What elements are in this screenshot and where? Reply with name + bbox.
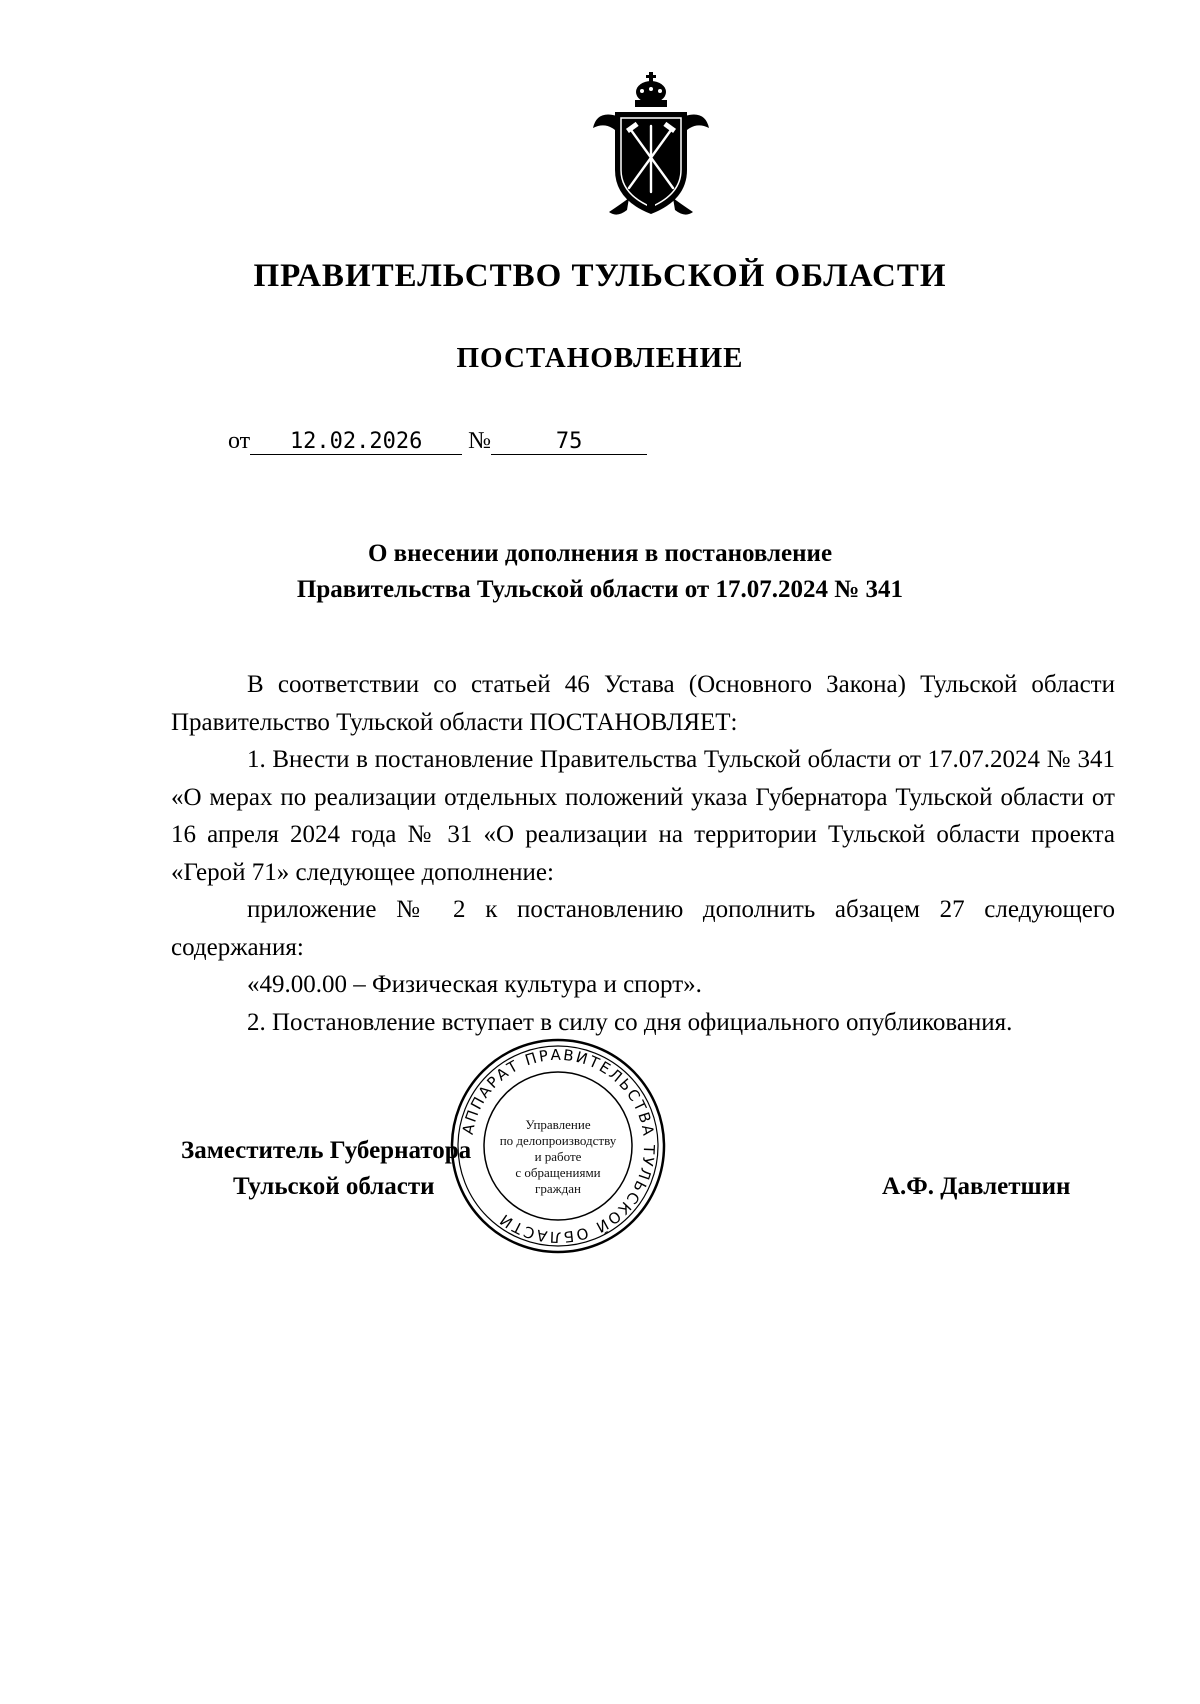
subject-line: О внесении дополнения в постановление (367, 540, 833, 567)
stamp-line: с обращениями (515, 1165, 601, 1180)
signatory-position: Заместитель Губернатора (181, 1137, 472, 1164)
date-prefix: от (228, 428, 251, 454)
document-type-title: ПОСТАНОВЛЕНИЕ (456, 342, 744, 374)
organization-title: ПРАВИТЕЛЬСТВО ТУЛЬСКОЙ ОБЛАСТИ (253, 258, 947, 294)
signatory-position: Тульской области (233, 1173, 435, 1200)
stamp-line: граждан (535, 1181, 581, 1196)
number-prefix: № (468, 428, 492, 454)
stamp-center-text (477, 1117, 639, 1197)
body-paragraph: «49.00.00 – Физическая культура и спорт». (247, 971, 702, 998)
document-body (171, 666, 1115, 1041)
stamp-line: по делопроизводству (499, 1133, 617, 1148)
stamp-line: и работе (534, 1149, 582, 1164)
document-date: 12.02.2026 (250, 429, 462, 455)
body-paragraph: приложение № 2 к постановлению дополнить абзацем 27 следующего содержания: (171, 896, 1115, 961)
stamp-ring-text: АППАРАТ ПРАВИТЕЛЬСТВА ТУЛЬСКОЙ ОБЛАСТИ (458, 1045, 659, 1247)
document-subject (0, 536, 1200, 608)
subject-line: Правительства Тульской области от 17.07.2024 № 341 (296, 576, 904, 603)
document-number: 75 (491, 429, 647, 455)
signatory-name: А.Ф. Давлетшин (882, 1173, 1071, 1200)
tula-coat-of-arms-icon (587, 70, 715, 220)
registration-line (228, 428, 647, 455)
stamp-line: Управление (525, 1117, 591, 1132)
body-paragraph: В соответствии со статьей 46 Устава (Основного Закона) Тульской области Правительство Тульской области ПОСТАНОВЛЯЕТ: (171, 671, 1115, 736)
body-paragraph: 1. Внести в постановление Правительства Тульской области от 17.07.2024 № 341 «О мерах по реализации отдельных положений указа Губернатора Тульской области от 16 апреля 2024 года № 31 «О реализации на территории Тульской области проекта «Герой 71» следующее дополнение: (171, 746, 1115, 886)
body-paragraph: 2. Постановление вступает в силу со дня официального опубликования. (247, 1008, 1013, 1036)
